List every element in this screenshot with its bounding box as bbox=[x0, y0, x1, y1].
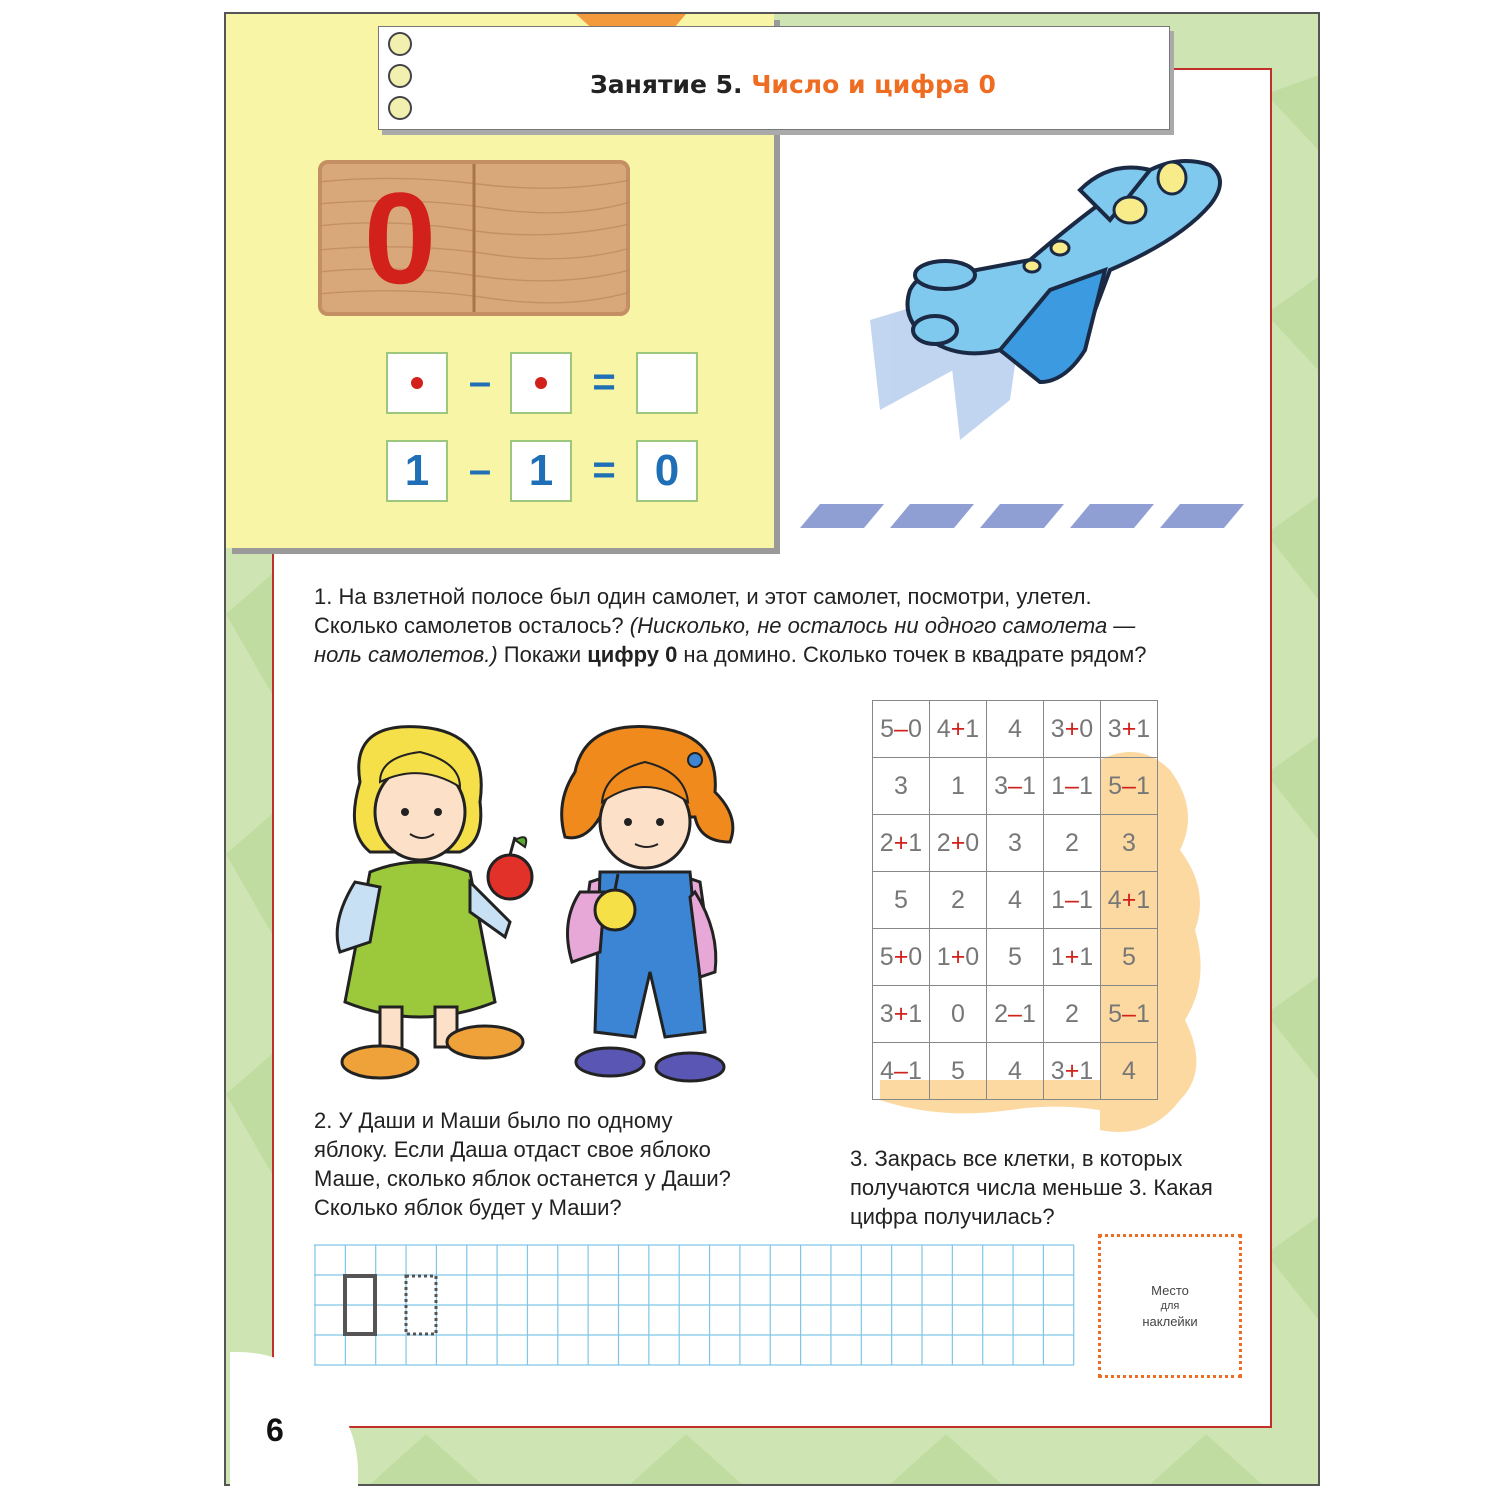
grid-cell[interactable]: 5 bbox=[1101, 929, 1158, 986]
grid-cell[interactable]: 4+1 bbox=[930, 701, 987, 758]
sticker-label: для bbox=[1160, 1300, 1180, 1312]
grid-cell[interactable]: 5–1 bbox=[1101, 986, 1158, 1043]
grid-cell[interactable]: 3+1 bbox=[1044, 1043, 1101, 1100]
grid-cell[interactable]: 5 bbox=[873, 872, 930, 929]
grid-cell[interactable]: 3+1 bbox=[873, 986, 930, 1043]
ring-icon bbox=[388, 32, 412, 56]
grid-row bbox=[873, 872, 1158, 929]
domino-zero: 0 bbox=[363, 165, 437, 311]
grid-cell[interactable]: 5–1 bbox=[1101, 758, 1158, 815]
grid-cell[interactable]: 2 bbox=[1044, 986, 1101, 1043]
grid-cell[interactable]: 4–1 bbox=[873, 1043, 930, 1100]
page-number: 6 bbox=[266, 1412, 284, 1448]
grid-row bbox=[873, 758, 1158, 815]
grid-row bbox=[873, 986, 1158, 1043]
grid-row bbox=[873, 815, 1158, 872]
task-1-answer-end: ноль самолетов.) bbox=[314, 642, 498, 667]
grid-cell[interactable]: 3+0 bbox=[1044, 701, 1101, 758]
task-2-line: яблоку. Если Даша отдаст свое яблоко bbox=[314, 1137, 711, 1162]
task-1-text bbox=[314, 582, 1254, 669]
minus-sign: – bbox=[468, 360, 492, 404]
sticker-label: Место bbox=[1151, 1283, 1189, 1298]
task-2-line: 2. У Даши и Маши было по одному bbox=[314, 1108, 673, 1133]
grid-cell[interactable]: 3 bbox=[873, 758, 930, 815]
lesson-number: Занятие 5. bbox=[590, 70, 743, 99]
grid-cell[interactable]: 2+1 bbox=[873, 815, 930, 872]
red-dot bbox=[535, 377, 547, 389]
grid-cell[interactable]: 5 bbox=[930, 1043, 987, 1100]
grid-cell[interactable]: 2 bbox=[1044, 815, 1101, 872]
grid-cell[interactable]: 1+1 bbox=[1044, 929, 1101, 986]
task-3-line: получаются числа меньше 3. Какая bbox=[850, 1175, 1213, 1200]
task-3-line: цифра получилась? bbox=[850, 1204, 1055, 1229]
task-1-line bbox=[314, 611, 1254, 640]
grid-cell[interactable]: 5+0 bbox=[873, 929, 930, 986]
grid-cell[interactable]: 4 bbox=[987, 1043, 1044, 1100]
page-title bbox=[590, 70, 996, 99]
number-square: 1 bbox=[510, 440, 572, 502]
grid-cell[interactable]: 5–0 bbox=[873, 701, 930, 758]
task-1-instruction-end: на домино. Сколько точек в квадрате рядом? bbox=[677, 642, 1147, 667]
red-dot bbox=[411, 377, 423, 389]
task-1-bold: цифру 0 bbox=[587, 642, 678, 667]
grid-cell[interactable]: 2+0 bbox=[930, 815, 987, 872]
grid-row bbox=[873, 701, 1158, 758]
task-1-line: 1. На взлетной полосе был один самолет, и этот самолет, посмотри, улетел. bbox=[314, 584, 1092, 609]
result-square: 0 bbox=[636, 440, 698, 502]
grid-row bbox=[873, 929, 1158, 986]
grid-cell[interactable]: 5 bbox=[987, 929, 1044, 986]
task-1-answer: (Нисколько, не осталось ни одного самолета — bbox=[629, 613, 1136, 638]
equals-sign: = bbox=[592, 448, 616, 492]
grid-cell[interactable]: 1 bbox=[930, 758, 987, 815]
airplane-illustration bbox=[850, 150, 1240, 450]
grid-cell[interactable]: 2 bbox=[930, 872, 987, 929]
grid-row bbox=[873, 1043, 1158, 1100]
sticker-placeholder bbox=[1098, 1234, 1242, 1378]
grid-cell[interactable]: 3 bbox=[987, 815, 1044, 872]
lesson-topic: Число и цифра 0 bbox=[751, 70, 996, 99]
task-2-line: Сколько яблок будет у Маши? bbox=[314, 1195, 622, 1220]
ring-icon bbox=[388, 64, 412, 88]
runway-dashes bbox=[800, 504, 1246, 530]
grid-cell[interactable]: 4+1 bbox=[1101, 872, 1158, 929]
math-grid bbox=[872, 700, 1158, 1100]
grid-cell[interactable]: 1–1 bbox=[1044, 758, 1101, 815]
grid-cell[interactable]: 0 bbox=[930, 986, 987, 1043]
grid-cell[interactable]: 3+1 bbox=[1101, 701, 1158, 758]
empty-answer-square[interactable] bbox=[636, 352, 698, 414]
grid-cell[interactable]: 4 bbox=[987, 701, 1044, 758]
minus-sign: – bbox=[468, 448, 492, 492]
grid-cell[interactable]: 3–1 bbox=[987, 758, 1044, 815]
grid-cell[interactable]: 3 bbox=[1101, 815, 1158, 872]
writing-grid[interactable] bbox=[314, 1244, 1076, 1368]
task-2-line: Маше, сколько яблок останется у Даши? bbox=[314, 1166, 731, 1191]
equals-sign: = bbox=[592, 360, 616, 404]
sticker-label: наклейки bbox=[1142, 1314, 1198, 1329]
dot-square bbox=[510, 352, 572, 414]
task-3-line: 3. Закрась все клетки, в которых bbox=[850, 1146, 1183, 1171]
domino-tile bbox=[318, 160, 630, 316]
grid-cell[interactable]: 4 bbox=[987, 872, 1044, 929]
task-1-line bbox=[314, 640, 1254, 669]
task-1-question: Сколько самолетов осталось? bbox=[314, 613, 630, 638]
grid-cell[interactable]: 1–1 bbox=[1044, 872, 1101, 929]
ring-icon bbox=[388, 96, 412, 120]
dot-square bbox=[386, 352, 448, 414]
task-3-text bbox=[850, 1144, 1250, 1231]
number-square: 1 bbox=[386, 440, 448, 502]
grid-cell[interactable]: 4 bbox=[1101, 1043, 1158, 1100]
grid-cell[interactable]: 2–1 bbox=[987, 986, 1044, 1043]
girls-illustration bbox=[310, 722, 750, 1092]
task-2-text bbox=[314, 1106, 794, 1222]
task-1-instruction: Покажи bbox=[497, 642, 588, 667]
grid-cell[interactable]: 1+0 bbox=[930, 929, 987, 986]
